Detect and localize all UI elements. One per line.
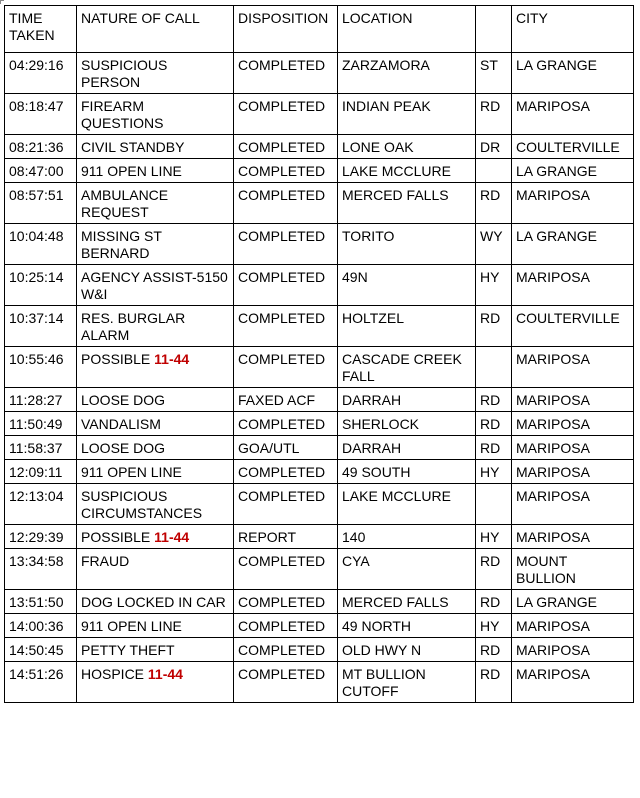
cell-location: LONE OAK xyxy=(338,135,476,159)
table-row xyxy=(5,265,634,306)
cell-time: 11:28:27 xyxy=(5,388,77,412)
cell-nature xyxy=(77,53,234,94)
cell-city: COULTERVILLE xyxy=(512,306,634,347)
cell-time: 10:25:14 xyxy=(5,265,77,306)
cell-suffix: RD xyxy=(476,638,512,662)
call-log-container xyxy=(4,5,634,703)
cell-disposition: COMPLETED xyxy=(234,662,338,703)
cell-suffix: RD xyxy=(476,183,512,224)
cell-disposition: COMPLETED xyxy=(234,614,338,638)
cell-city: MARIPOSA xyxy=(512,638,634,662)
table-row xyxy=(5,135,634,159)
cell-suffix: RD xyxy=(476,590,512,614)
cell-location: MT BULLION CUTOFF xyxy=(338,662,476,703)
cell-disposition: COMPLETED xyxy=(234,265,338,306)
cell-suffix xyxy=(476,347,512,388)
cell-time: 14:00:36 xyxy=(5,614,77,638)
cell-time: 08:57:51 xyxy=(5,183,77,224)
cell-nature xyxy=(77,436,234,460)
cell-nature xyxy=(77,590,234,614)
cell-location: LAKE MCCLURE xyxy=(338,159,476,183)
cell-city: MARIPOSA xyxy=(512,183,634,224)
cell-suffix: DR xyxy=(476,135,512,159)
cell-disposition: COMPLETED xyxy=(234,94,338,135)
nature-text: POSSIBLE xyxy=(81,351,155,367)
cell-disposition: REPORT xyxy=(234,525,338,549)
cell-suffix: RD xyxy=(476,436,512,460)
cell-suffix: HY xyxy=(476,460,512,484)
nature-text: SUSPICIOUS PERSON xyxy=(81,57,168,90)
cell-time: 14:50:45 xyxy=(5,638,77,662)
cell-city: MARIPOSA xyxy=(512,460,634,484)
cell-nature xyxy=(77,412,234,436)
table-row xyxy=(5,614,634,638)
cell-location: MERCED FALLS xyxy=(338,183,476,224)
cell-time: 13:51:50 xyxy=(5,590,77,614)
cell-city: MARIPOSA xyxy=(512,662,634,703)
cell-time: 12:29:39 xyxy=(5,525,77,549)
table-row xyxy=(5,306,634,347)
cell-nature xyxy=(77,614,234,638)
cell-location: 49N xyxy=(338,265,476,306)
cell-location: DARRAH xyxy=(338,436,476,460)
cell-location: CYA xyxy=(338,549,476,590)
cell-suffix: HY xyxy=(476,525,512,549)
police-code: 11-44 xyxy=(147,666,183,682)
cell-location: MERCED FALLS xyxy=(338,590,476,614)
nature-text: DOG LOCKED IN CAR xyxy=(81,594,226,610)
nature-text: 911 OPEN LINE xyxy=(81,163,182,179)
cell-nature xyxy=(77,460,234,484)
cell-disposition: COMPLETED xyxy=(234,460,338,484)
cell-time: 10:04:48 xyxy=(5,224,77,265)
cell-disposition: COMPLETED xyxy=(234,135,338,159)
cell-suffix: RD xyxy=(476,94,512,135)
cell-disposition: COMPLETED xyxy=(234,224,338,265)
cell-location: DARRAH xyxy=(338,388,476,412)
cell-time: 11:50:49 xyxy=(5,412,77,436)
nature-text: RES. BURGLAR ALARM xyxy=(81,310,186,343)
cell-city: MARIPOSA xyxy=(512,484,634,525)
nature-text: MISSING ST BERNARD xyxy=(81,228,162,261)
cell-disposition: COMPLETED xyxy=(234,590,338,614)
table-row xyxy=(5,549,634,590)
cell-nature xyxy=(77,183,234,224)
cell-city: MARIPOSA xyxy=(512,436,634,460)
cell-disposition: FAXED ACF xyxy=(234,388,338,412)
cell-location: 49 SOUTH xyxy=(338,460,476,484)
cell-city: MARIPOSA xyxy=(512,265,634,306)
cell-disposition: COMPLETED xyxy=(234,347,338,388)
table-row xyxy=(5,224,634,265)
cell-nature xyxy=(77,224,234,265)
cell-city: MARIPOSA xyxy=(512,388,634,412)
nature-text: VANDALISM xyxy=(81,416,161,432)
cell-suffix: HY xyxy=(476,614,512,638)
cell-time: 10:37:14 xyxy=(5,306,77,347)
cell-nature xyxy=(77,347,234,388)
header-disposition: DISPOSITION xyxy=(234,6,338,53)
cell-city: LA GRANGE xyxy=(512,53,634,94)
cell-city: MOUNT BULLION xyxy=(512,549,634,590)
cell-city: MARIPOSA xyxy=(512,347,634,388)
cell-city: MARIPOSA xyxy=(512,94,634,135)
cell-suffix: RD xyxy=(476,388,512,412)
cell-disposition: GOA/UTL xyxy=(234,436,338,460)
cell-location: ZARZAMORA xyxy=(338,53,476,94)
cell-city: LA GRANGE xyxy=(512,224,634,265)
header-city: CITY xyxy=(512,6,634,53)
cell-nature xyxy=(77,484,234,525)
cell-city: MARIPOSA xyxy=(512,412,634,436)
cell-disposition: COMPLETED xyxy=(234,159,338,183)
nature-text: HOSPICE xyxy=(81,666,148,682)
cell-location: 140 xyxy=(338,525,476,549)
cell-location: SHERLOCK xyxy=(338,412,476,436)
cell-disposition: COMPLETED xyxy=(234,638,338,662)
police-code: 11-44 xyxy=(154,529,190,545)
nature-text: AGENCY ASSIST-5150 W&I xyxy=(81,269,228,302)
table-row xyxy=(5,412,634,436)
cell-nature xyxy=(77,94,234,135)
cell-city: LA GRANGE xyxy=(512,590,634,614)
cell-nature xyxy=(77,159,234,183)
cell-time: 08:18:47 xyxy=(5,94,77,135)
cell-disposition: COMPLETED xyxy=(234,306,338,347)
cell-time: 11:58:37 xyxy=(5,436,77,460)
cell-location: LAKE MCCLURE xyxy=(338,484,476,525)
cell-disposition: COMPLETED xyxy=(234,549,338,590)
table-row xyxy=(5,525,634,549)
table-row xyxy=(5,388,634,412)
cell-disposition: COMPLETED xyxy=(234,412,338,436)
cell-time: 08:21:36 xyxy=(5,135,77,159)
cell-time: 08:47:00 xyxy=(5,159,77,183)
cell-city: MARIPOSA xyxy=(512,525,634,549)
table-row xyxy=(5,159,634,183)
cell-suffix xyxy=(476,484,512,525)
nature-text: LOOSE DOG xyxy=(81,392,166,408)
cell-time: 13:34:58 xyxy=(5,549,77,590)
table-row xyxy=(5,590,634,614)
table-row xyxy=(5,94,634,135)
call-log-body xyxy=(5,53,634,703)
cell-nature xyxy=(77,525,234,549)
table-row xyxy=(5,460,634,484)
cell-suffix: RD xyxy=(476,662,512,703)
cell-disposition: COMPLETED xyxy=(234,484,338,525)
cell-location: INDIAN PEAK xyxy=(338,94,476,135)
cell-city: MARIPOSA xyxy=(512,614,634,638)
table-row xyxy=(5,53,634,94)
nature-text: 911 OPEN LINE xyxy=(81,618,182,634)
cell-suffix xyxy=(476,159,512,183)
cell-suffix: RD xyxy=(476,412,512,436)
nature-text: POSSIBLE xyxy=(81,529,155,545)
nature-text: CIVIL STANDBY xyxy=(81,139,185,155)
table-row xyxy=(5,183,634,224)
cell-nature xyxy=(77,638,234,662)
nature-text: PETTY THEFT xyxy=(81,642,175,658)
cell-location: CASCADE CREEK FALL xyxy=(338,347,476,388)
nature-text: FIREARM QUESTIONS xyxy=(81,98,164,131)
cell-nature xyxy=(77,388,234,412)
table-row xyxy=(5,347,634,388)
cell-nature xyxy=(77,135,234,159)
cell-suffix: WY xyxy=(476,224,512,265)
cell-time: 04:29:16 xyxy=(5,53,77,94)
header-location: LOCATION xyxy=(338,6,476,53)
cell-nature xyxy=(77,265,234,306)
cell-disposition: COMPLETED xyxy=(234,183,338,224)
header-nature: NATURE OF CALL xyxy=(77,6,234,53)
nature-text: LOOSE DOG xyxy=(81,440,166,456)
cell-nature xyxy=(77,662,234,703)
cell-time: 10:55:46 xyxy=(5,347,77,388)
cell-nature xyxy=(77,306,234,347)
cell-nature xyxy=(77,549,234,590)
cell-location: OLD HWY N xyxy=(338,638,476,662)
table-row xyxy=(5,436,634,460)
header-time: TIME TAKEN xyxy=(5,6,77,53)
nature-text: FRAUD xyxy=(81,553,130,569)
cell-suffix: HY xyxy=(476,265,512,306)
cell-disposition: COMPLETED xyxy=(234,53,338,94)
cell-location: 49 NORTH xyxy=(338,614,476,638)
table-row xyxy=(5,484,634,525)
cell-city: LA GRANGE xyxy=(512,159,634,183)
cell-time: 12:09:11 xyxy=(5,460,77,484)
cell-location: TORITO xyxy=(338,224,476,265)
table-row xyxy=(5,662,634,703)
header-row xyxy=(5,6,634,53)
cell-location: HOLTZEL xyxy=(338,306,476,347)
header-suffix xyxy=(476,6,512,53)
cell-suffix: RD xyxy=(476,306,512,347)
cell-suffix: ST xyxy=(476,53,512,94)
nature-text: 911 OPEN LINE xyxy=(81,464,182,480)
cell-suffix: RD xyxy=(476,549,512,590)
cell-city: COULTERVILLE xyxy=(512,135,634,159)
nature-text: SUSPICIOUS CIRCUMSTANCES xyxy=(81,488,203,521)
call-log-table xyxy=(4,5,634,703)
cell-time: 12:13:04 xyxy=(5,484,77,525)
police-code: 11-44 xyxy=(154,351,190,367)
cell-time: 14:51:26 xyxy=(5,662,77,703)
corner-mark xyxy=(0,0,4,4)
nature-text: AMBULANCE REQUEST xyxy=(81,187,169,220)
table-row xyxy=(5,638,634,662)
